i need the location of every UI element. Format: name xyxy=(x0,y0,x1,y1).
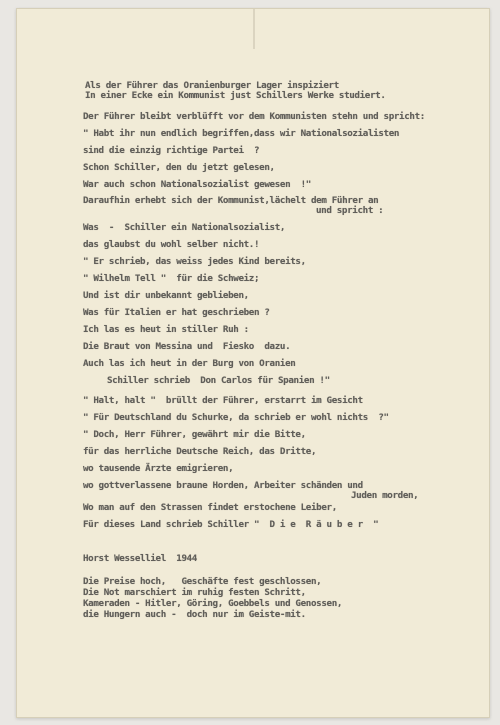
poem-line: Die Braut von Messina und Fiesko dazu. xyxy=(83,341,291,352)
poem-line: Was für Italien er hat geschrieben ? xyxy=(83,307,270,318)
paper-fold-line xyxy=(253,9,255,49)
poem-line: Juden morden, xyxy=(351,490,419,501)
poem-line: wo tausende Ärzte emigrieren, xyxy=(83,463,234,474)
poem-line: für das herrliche Deutsche Reich, das Dritte, xyxy=(83,446,317,457)
poem-line: Ich las es heut in stiller Ruh : xyxy=(83,324,249,335)
typed-document-page xyxy=(16,8,490,718)
poem-line: Daraufhin erhebt sich der Kommunist,lächelt dem Führer an xyxy=(83,195,379,206)
poem-line: Was - Schiller ein Nationalsozialist, xyxy=(83,222,286,233)
poem-line: das glaubst du wohl selber nicht.! xyxy=(83,239,260,250)
poem-line: Schiller schrieb Don Carlos für Spanien !" xyxy=(107,375,330,386)
poem-line: und spricht : xyxy=(316,205,384,216)
poem-line: Und ist dir unbekannt geblieben, xyxy=(83,290,249,301)
poem-line: Schon Schiller, den du jetzt gelesen, xyxy=(83,162,275,173)
song-line: Die Not marschiert im ruhig festen Schritt, xyxy=(83,587,306,598)
poem-line: Auch las ich heut in der Burg von Oranien xyxy=(83,358,296,369)
song-title: Horst Wesselliel 1944 xyxy=(83,553,197,564)
poem-line: sind die einzig richtige Partei ? xyxy=(83,145,260,156)
song-line: Die Preise hoch, Geschäfte fest geschlossen, xyxy=(83,576,322,587)
title-line-2: In einer Ecke ein Kommunist just Schillers Werke studiert. xyxy=(85,90,386,101)
poem-line: " Er schrieb, das weiss jedes Kind bereits, xyxy=(83,256,306,267)
song-line: die Hungern auch - doch nur im Geiste-mit. xyxy=(83,609,306,620)
poem-line: " Habt ihr nun endlich begriffen,dass wir Nationalsozialisten xyxy=(83,128,400,139)
poem-line: " Für Deutschland du Schurke, da schrieb er wohl nichts ?" xyxy=(83,412,389,423)
poem-line: " Doch, Herr Führer, gewährt mir die Bitte, xyxy=(83,429,306,440)
poem-line: Der Führer bleibt verblüfft vor dem Kommunisten stehn und spricht: xyxy=(83,111,425,122)
poem-line: War auch schon Nationalsozialist gewesen !" xyxy=(83,179,311,190)
song-line: Kameraden - Hitler, Göring, Goebbels und Genossen, xyxy=(83,598,343,609)
poem-line: Wo man auf den Strassen findet erstochene Leiber, xyxy=(83,502,337,513)
poem-line: " Halt, halt " brüllt der Führer, erstarrt im Gesicht xyxy=(83,395,363,406)
title-line-1: Als der Führer das Oranienburger Lager inspiziert xyxy=(85,80,339,91)
poem-line: " Wilhelm Tell " für die Schweiz; xyxy=(83,273,260,284)
poem-line: Für dieses Land schrieb Schiller " D i e R ä u b e r " xyxy=(83,519,379,530)
poem-line: wo gottverlassene braune Horden, Arbeiter schänden und xyxy=(83,480,363,491)
